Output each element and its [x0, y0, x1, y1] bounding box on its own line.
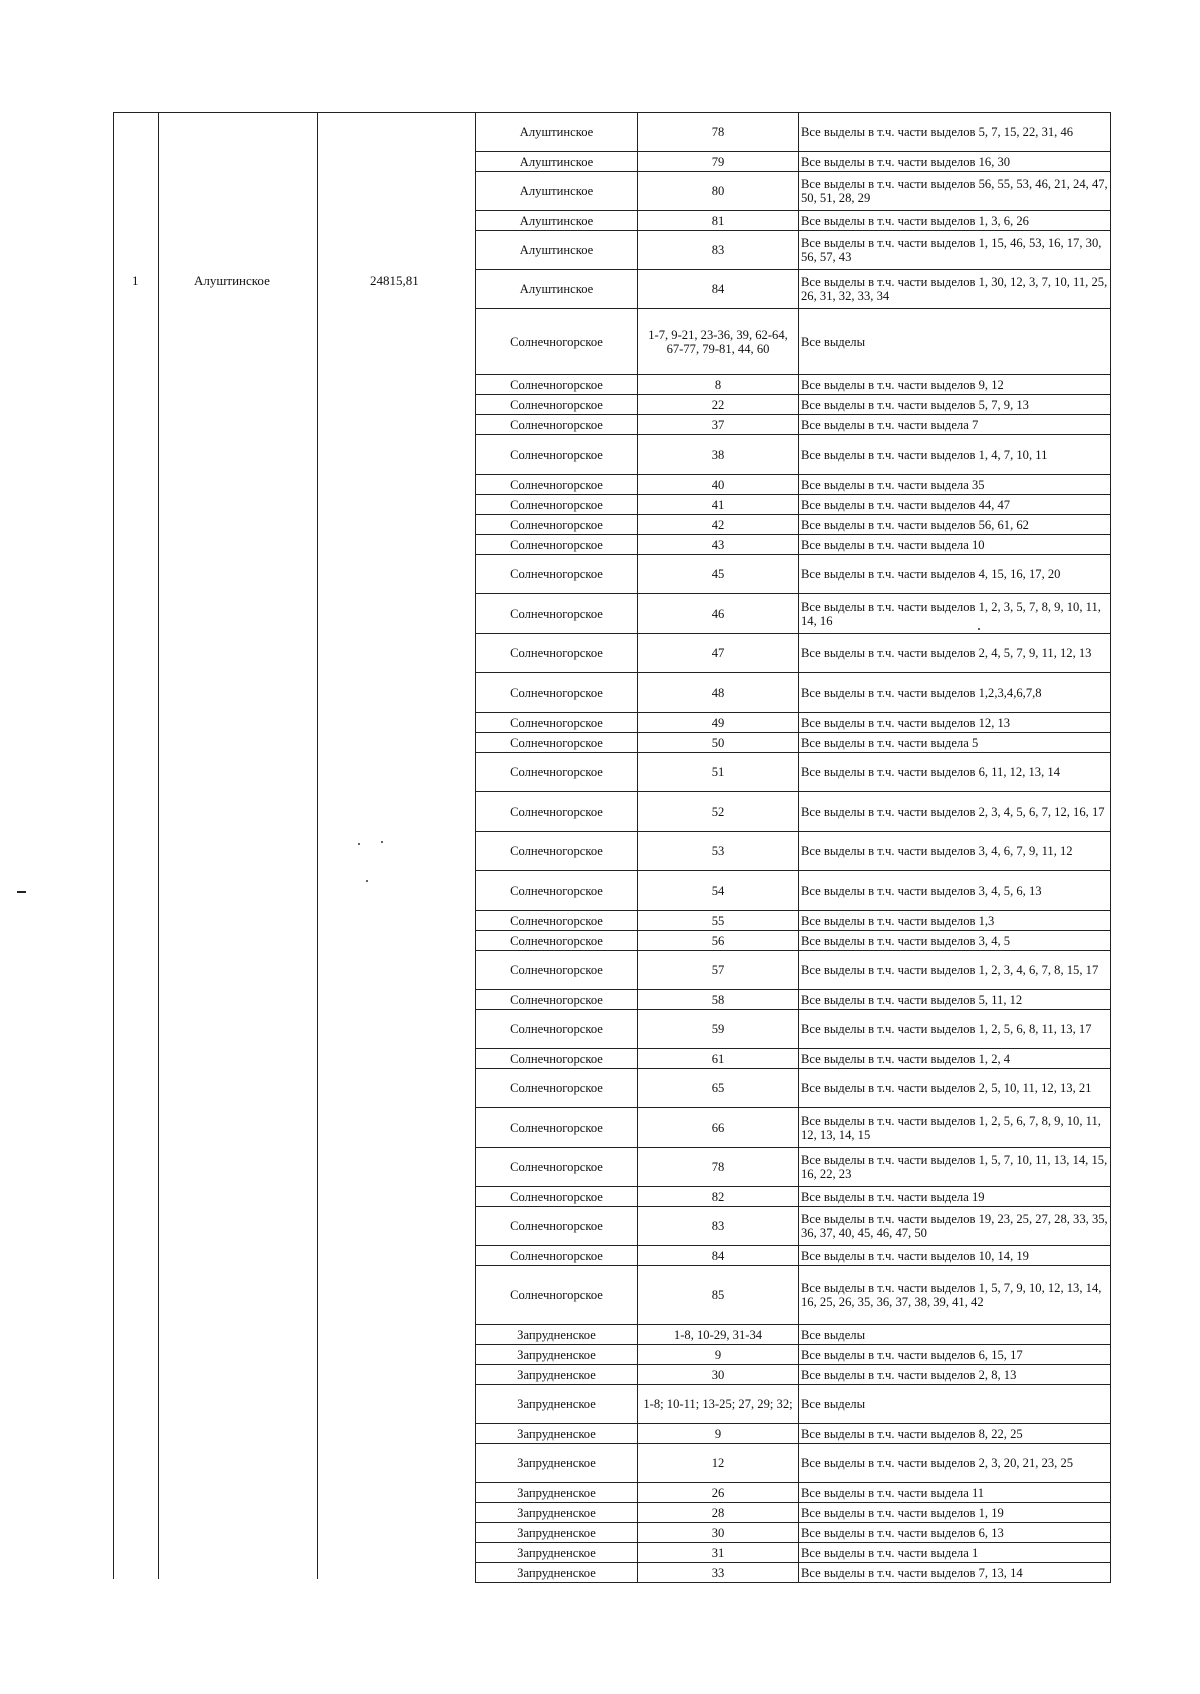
table-row: [476, 1483, 1111, 1503]
forestry-cell: Запрудненское: [476, 1345, 638, 1365]
note-cell: Все выделы в т.ч. части выделов 2, 3, 4, 5, 6, 7, 12, 16, 17: [799, 792, 1111, 832]
quarter-cell: 42: [638, 515, 799, 535]
note-cell: Все выделы в т.ч. части выделов 1, 2, 5, 6, 7, 8, 9, 10, 11, 12, 13, 14, 15: [799, 1108, 1111, 1148]
forestry-cell: Солнечногорское: [476, 792, 638, 832]
forestry-cell: Алуштинское: [476, 211, 638, 231]
table-row: [476, 951, 1111, 990]
forestry-cell: Запрудненское: [476, 1385, 638, 1424]
quarter-cell: 30: [638, 1523, 799, 1543]
forestry-cell: Алуштинское: [476, 172, 638, 211]
table-row: [476, 415, 1111, 435]
note-cell: Все выделы в т.ч. части выделов 1, 5, 7, 10, 11, 13, 14, 15, 16, 22, 23: [799, 1148, 1111, 1187]
quarter-cell: 53: [638, 832, 799, 871]
table-row: [476, 1148, 1111, 1187]
table-row: [476, 753, 1111, 792]
table-row: [476, 1207, 1111, 1246]
forest-quarters-table: [475, 112, 1111, 1583]
table-row: [476, 832, 1111, 871]
forestry-cell: Солнечногорское: [476, 634, 638, 673]
forestry-name: Алуштинское: [194, 273, 270, 288]
note-cell: Все выделы: [799, 1385, 1111, 1424]
column-divider: [317, 113, 318, 1579]
forestry-cell: Солнечногорское: [476, 495, 638, 515]
table-row: [476, 990, 1111, 1010]
note-cell: Все выделы в т.ч. части выделов 56, 55, 53, 46, 21, 24, 47, 50, 51, 28, 29: [799, 172, 1111, 211]
table-row: [476, 1523, 1111, 1543]
quarter-cell: 49: [638, 713, 799, 733]
note-cell: Все выделы в т.ч. части выдела 11: [799, 1483, 1111, 1503]
note-cell: Все выделы в т.ч. части выделов 1, 4, 7, 10, 11: [799, 435, 1111, 475]
note-cell: Все выделы в т.ч. части выделов 6, 15, 17: [799, 1345, 1111, 1365]
quarter-cell: 83: [638, 231, 799, 270]
note-cell: Все выделы в т.ч. части выдела 5: [799, 733, 1111, 753]
forestry-cell: Солнечногорское: [476, 1108, 638, 1148]
table-row: [476, 1503, 1111, 1523]
forestry-cell: Солнечногорское: [476, 871, 638, 911]
table-row: [476, 713, 1111, 733]
quarter-cell: 78: [638, 113, 799, 152]
note-cell: Все выделы в т.ч. части выделов 56, 61, 62: [799, 515, 1111, 535]
quarter-cell: 82: [638, 1187, 799, 1207]
quarter-cell: 59: [638, 1010, 799, 1049]
table-row: [476, 1345, 1111, 1365]
note-cell: Все выделы в т.ч. части выделов 5, 7, 15, 22, 31, 46: [799, 113, 1111, 152]
table-row: [476, 1563, 1111, 1583]
forestry-cell: Солнечногорское: [476, 309, 638, 375]
quarter-cell: 31: [638, 1543, 799, 1563]
quarter-cell: 43: [638, 535, 799, 555]
quarter-cell: 61: [638, 1049, 799, 1069]
quarter-cell: 85: [638, 1266, 799, 1325]
note-cell: Все выделы: [799, 309, 1111, 375]
note-cell: Все выделы в т.ч. части выделов 1, 5, 7, 9, 10, 12, 13, 14, 16, 25, 26, 35, 36, 37, 38, 39, 41, 42: [799, 1266, 1111, 1325]
forestry-cell: Солнечногорское: [476, 931, 638, 951]
forestry-cell: Солнечногорское: [476, 673, 638, 713]
quarter-cell: 51: [638, 753, 799, 792]
table-row: [476, 535, 1111, 555]
note-cell: Все выделы в т.ч. части выделов 6, 13: [799, 1523, 1111, 1543]
table-row: [476, 1108, 1111, 1148]
table-row: [476, 113, 1111, 152]
table-row: [476, 375, 1111, 395]
table-row: [476, 395, 1111, 415]
table-row: [476, 673, 1111, 713]
forestry-cell: Солнечногорское: [476, 753, 638, 792]
forestry-cell: Алуштинское: [476, 231, 638, 270]
note-cell: Все выделы в т.ч. части выдела 19: [799, 1187, 1111, 1207]
note-cell: Все выделы в т.ч. части выдела 1: [799, 1543, 1111, 1563]
note-cell: Все выделы в т.ч. части выделов 2, 5, 10, 11, 12, 13, 21: [799, 1069, 1111, 1108]
quarter-cell: 41: [638, 495, 799, 515]
forestry-cell: Запрудненское: [476, 1523, 638, 1543]
quarter-cell: 83: [638, 1207, 799, 1246]
table-row: [476, 792, 1111, 832]
quarter-cell: 22: [638, 395, 799, 415]
note-cell: Все выделы в т.ч. части выделов 1, 2, 4: [799, 1049, 1111, 1069]
quarter-cell: 58: [638, 990, 799, 1010]
forestry-cell: Солнечногорское: [476, 911, 638, 931]
row-number: 1: [132, 273, 139, 288]
note-cell: Все выделы в т.ч. части выделов 12, 13: [799, 713, 1111, 733]
note-cell: Все выделы в т.ч. части выделов 10, 14, 19: [799, 1246, 1111, 1266]
forestry-cell: Солнечногорское: [476, 395, 638, 415]
table-row: [476, 231, 1111, 270]
forestry-cell: Солнечногорское: [476, 713, 638, 733]
note-cell: Все выделы в т.ч. части выделов 7, 13, 14: [799, 1563, 1111, 1583]
quarter-cell: 30: [638, 1365, 799, 1385]
quarter-cell: 48: [638, 673, 799, 713]
quarter-cell: 66: [638, 1108, 799, 1148]
note-cell: Все выделы в т.ч. части выделов 19, 23, 25, 27, 28, 33, 35, 36, 37, 40, 45, 46, 47, 50: [799, 1207, 1111, 1246]
quarter-cell: 9: [638, 1345, 799, 1365]
forestry-cell: Солнечногорское: [476, 832, 638, 871]
note-cell: Все выделы в т.ч. части выделов 5, 11, 12: [799, 990, 1111, 1010]
table-row: [476, 1424, 1111, 1444]
quarter-cell: 84: [638, 270, 799, 309]
quarter-cell: 1-8; 10-11; 13-25; 27, 29; 32;: [638, 1385, 799, 1424]
table-row: [476, 495, 1111, 515]
table-row: [476, 1444, 1111, 1483]
note-cell: Все выделы в т.ч. части выделов 1, 15, 46, 53, 16, 17, 30, 56, 57, 43: [799, 231, 1111, 270]
forestry-cell: Запрудненское: [476, 1563, 638, 1583]
table-row: [476, 1010, 1111, 1049]
note-cell: Все выделы в т.ч. части выдела 10: [799, 535, 1111, 555]
table-row: [476, 594, 1111, 634]
forestry-cell: Солнечногорское: [476, 515, 638, 535]
table-row: [476, 555, 1111, 594]
forestry-cell: Алуштинское: [476, 270, 638, 309]
quarter-cell: 8: [638, 375, 799, 395]
note-cell: Все выделы: [799, 1325, 1111, 1345]
quarter-cell: 52: [638, 792, 799, 832]
note-cell: Все выделы в т.ч. части выдела 35: [799, 475, 1111, 495]
quarter-cell: 26: [638, 1483, 799, 1503]
table-row: [476, 515, 1111, 535]
quarter-cell: 33: [638, 1563, 799, 1583]
column-divider: [158, 113, 159, 1579]
note-cell: Все выделы в т.ч. части выделов 1, 19: [799, 1503, 1111, 1523]
quarter-cell: 1-8, 10-29, 31-34: [638, 1325, 799, 1345]
table-row: [476, 475, 1111, 495]
quarter-cell: 45: [638, 555, 799, 594]
table-row: [476, 733, 1111, 753]
note-cell: Все выделы в т.ч. части выделов 9, 12: [799, 375, 1111, 395]
note-cell: Все выделы в т.ч. части выделов 1, 3, 6, 26: [799, 211, 1111, 231]
table-row: [476, 1543, 1111, 1563]
note-cell: Все выделы в т.ч. части выделов 44, 47: [799, 495, 1111, 515]
forestry-cell: Алуштинское: [476, 113, 638, 152]
quarter-cell: 9: [638, 1424, 799, 1444]
quarter-cell: 40: [638, 475, 799, 495]
forestry-cell: Солнечногорское: [476, 1187, 638, 1207]
table-row: [476, 309, 1111, 375]
forestry-cell: Солнечногорское: [476, 733, 638, 753]
note-cell: Все выделы в т.ч. части выделов 5, 7, 9, 13: [799, 395, 1111, 415]
merged-left-columns: [113, 112, 476, 1579]
note-cell: Все выделы в т.ч. части выделов 3, 4, 5: [799, 931, 1111, 951]
quarter-cell: 55: [638, 911, 799, 931]
table-row: [476, 270, 1111, 309]
forestry-cell: Солнечногорское: [476, 990, 638, 1010]
forestry-cell: Запрудненское: [476, 1325, 638, 1345]
table-row: [476, 152, 1111, 172]
table-row: [476, 634, 1111, 673]
quarter-cell: 57: [638, 951, 799, 990]
table-row: [476, 1266, 1111, 1325]
table-row: [476, 1385, 1111, 1424]
table-row: [476, 1069, 1111, 1108]
quarter-cell: 28: [638, 1503, 799, 1523]
note-cell: Все выделы в т.ч. части выделов 1, 2, 3, 4, 6, 7, 8, 15, 17: [799, 951, 1111, 990]
forestry-cell: Солнечногорское: [476, 1069, 638, 1108]
forestry-cell: Солнечногорское: [476, 1148, 638, 1187]
quarter-cell: 1-7, 9-21, 23-36, 39, 62-64, 67-77, 79-81, 44, 60: [638, 309, 799, 375]
forestry-cell: Запрудненское: [476, 1543, 638, 1563]
note-cell: Все выделы в т.ч. части выделов 1, 2, 3, 5, 7, 8, 9, 10, 11, 14, 16: [799, 594, 1111, 634]
forestry-cell: Солнечногорское: [476, 1049, 638, 1069]
quarter-cell: 84: [638, 1246, 799, 1266]
note-cell: Все выделы в т.ч. части выделов 4, 15, 16, 17, 20: [799, 555, 1111, 594]
forestry-cell: Солнечногорское: [476, 535, 638, 555]
forestry-cell: Солнечногорское: [476, 475, 638, 495]
note-cell: Все выделы в т.ч. части выделов 1, 30, 12, 3, 7, 10, 11, 25, 26, 31, 32, 33, 34: [799, 270, 1111, 309]
table-row: [476, 211, 1111, 231]
forestry-cell: Запрудненское: [476, 1503, 638, 1523]
forestry-cell: Солнечногорское: [476, 435, 638, 475]
forestry-cell: Запрудненское: [476, 1424, 638, 1444]
margin-dash: [17, 891, 26, 893]
forestry-cell: Солнечногорское: [476, 594, 638, 634]
total-area: 24815,81: [370, 273, 419, 288]
note-cell: Все выделы в т.ч. части выделов 2, 3, 20, 21, 23, 25: [799, 1444, 1111, 1483]
forestry-cell: Солнечногорское: [476, 415, 638, 435]
table-row: [476, 1365, 1111, 1385]
table-row: [476, 931, 1111, 951]
forestry-cell: Солнечногорское: [476, 951, 638, 990]
table-row: [476, 172, 1111, 211]
forestry-cell: Солнечногорское: [476, 1246, 638, 1266]
forestry-cell: Солнечногорское: [476, 375, 638, 395]
table-body: [476, 113, 1111, 1583]
note-cell: Все выделы в т.ч. части выдела 7: [799, 415, 1111, 435]
table-row: [476, 871, 1111, 911]
forestry-cell: Запрудненское: [476, 1365, 638, 1385]
quarter-cell: 38: [638, 435, 799, 475]
quarter-cell: 79: [638, 152, 799, 172]
quarter-cell: 12: [638, 1444, 799, 1483]
forestry-cell: Алуштинское: [476, 152, 638, 172]
quarter-cell: 81: [638, 211, 799, 231]
forestry-cell: Запрудненское: [476, 1483, 638, 1503]
table-row: [476, 1187, 1111, 1207]
note-cell: Все выделы в т.ч. части выделов 6, 11, 12, 13, 14: [799, 753, 1111, 792]
note-cell: Все выделы в т.ч. части выделов 3, 4, 5, 6, 13: [799, 871, 1111, 911]
note-cell: Все выделы в т.ч. части выделов 3, 4, 6, 7, 9, 11, 12: [799, 832, 1111, 871]
note-cell: Все выделы в т.ч. части выделов 1, 2, 5, 6, 8, 11, 13, 17: [799, 1010, 1111, 1049]
table-row: [476, 435, 1111, 475]
note-cell: Все выделы в т.ч. части выделов 8, 22, 25: [799, 1424, 1111, 1444]
quarter-cell: 65: [638, 1069, 799, 1108]
forestry-cell: Солнечногорское: [476, 555, 638, 594]
forestry-cell: Солнечногорское: [476, 1266, 638, 1325]
note-cell: Все выделы в т.ч. части выделов 16, 30: [799, 152, 1111, 172]
note-cell: Все выделы в т.ч. части выделов 2, 8, 13: [799, 1365, 1111, 1385]
quarter-cell: 56: [638, 931, 799, 951]
quarter-cell: 37: [638, 415, 799, 435]
table-row: [476, 1325, 1111, 1345]
quarter-cell: 78: [638, 1148, 799, 1187]
quarter-cell: 50: [638, 733, 799, 753]
note-cell: Все выделы в т.ч. части выделов 1,3: [799, 911, 1111, 931]
note-cell: Все выделы в т.ч. части выделов 1,2,3,4,6,7,8: [799, 673, 1111, 713]
table-row: [476, 911, 1111, 931]
table-row: [476, 1246, 1111, 1266]
note-cell: Все выделы в т.ч. части выделов 2, 4, 5, 7, 9, 11, 12, 13: [799, 634, 1111, 673]
quarter-cell: 46: [638, 594, 799, 634]
table-row: [476, 1049, 1111, 1069]
forestry-cell: Запрудненское: [476, 1444, 638, 1483]
quarter-cell: 54: [638, 871, 799, 911]
forestry-cell: Солнечногорское: [476, 1010, 638, 1049]
quarter-cell: 47: [638, 634, 799, 673]
quarter-cell: 80: [638, 172, 799, 211]
forestry-cell: Солнечногорское: [476, 1207, 638, 1246]
